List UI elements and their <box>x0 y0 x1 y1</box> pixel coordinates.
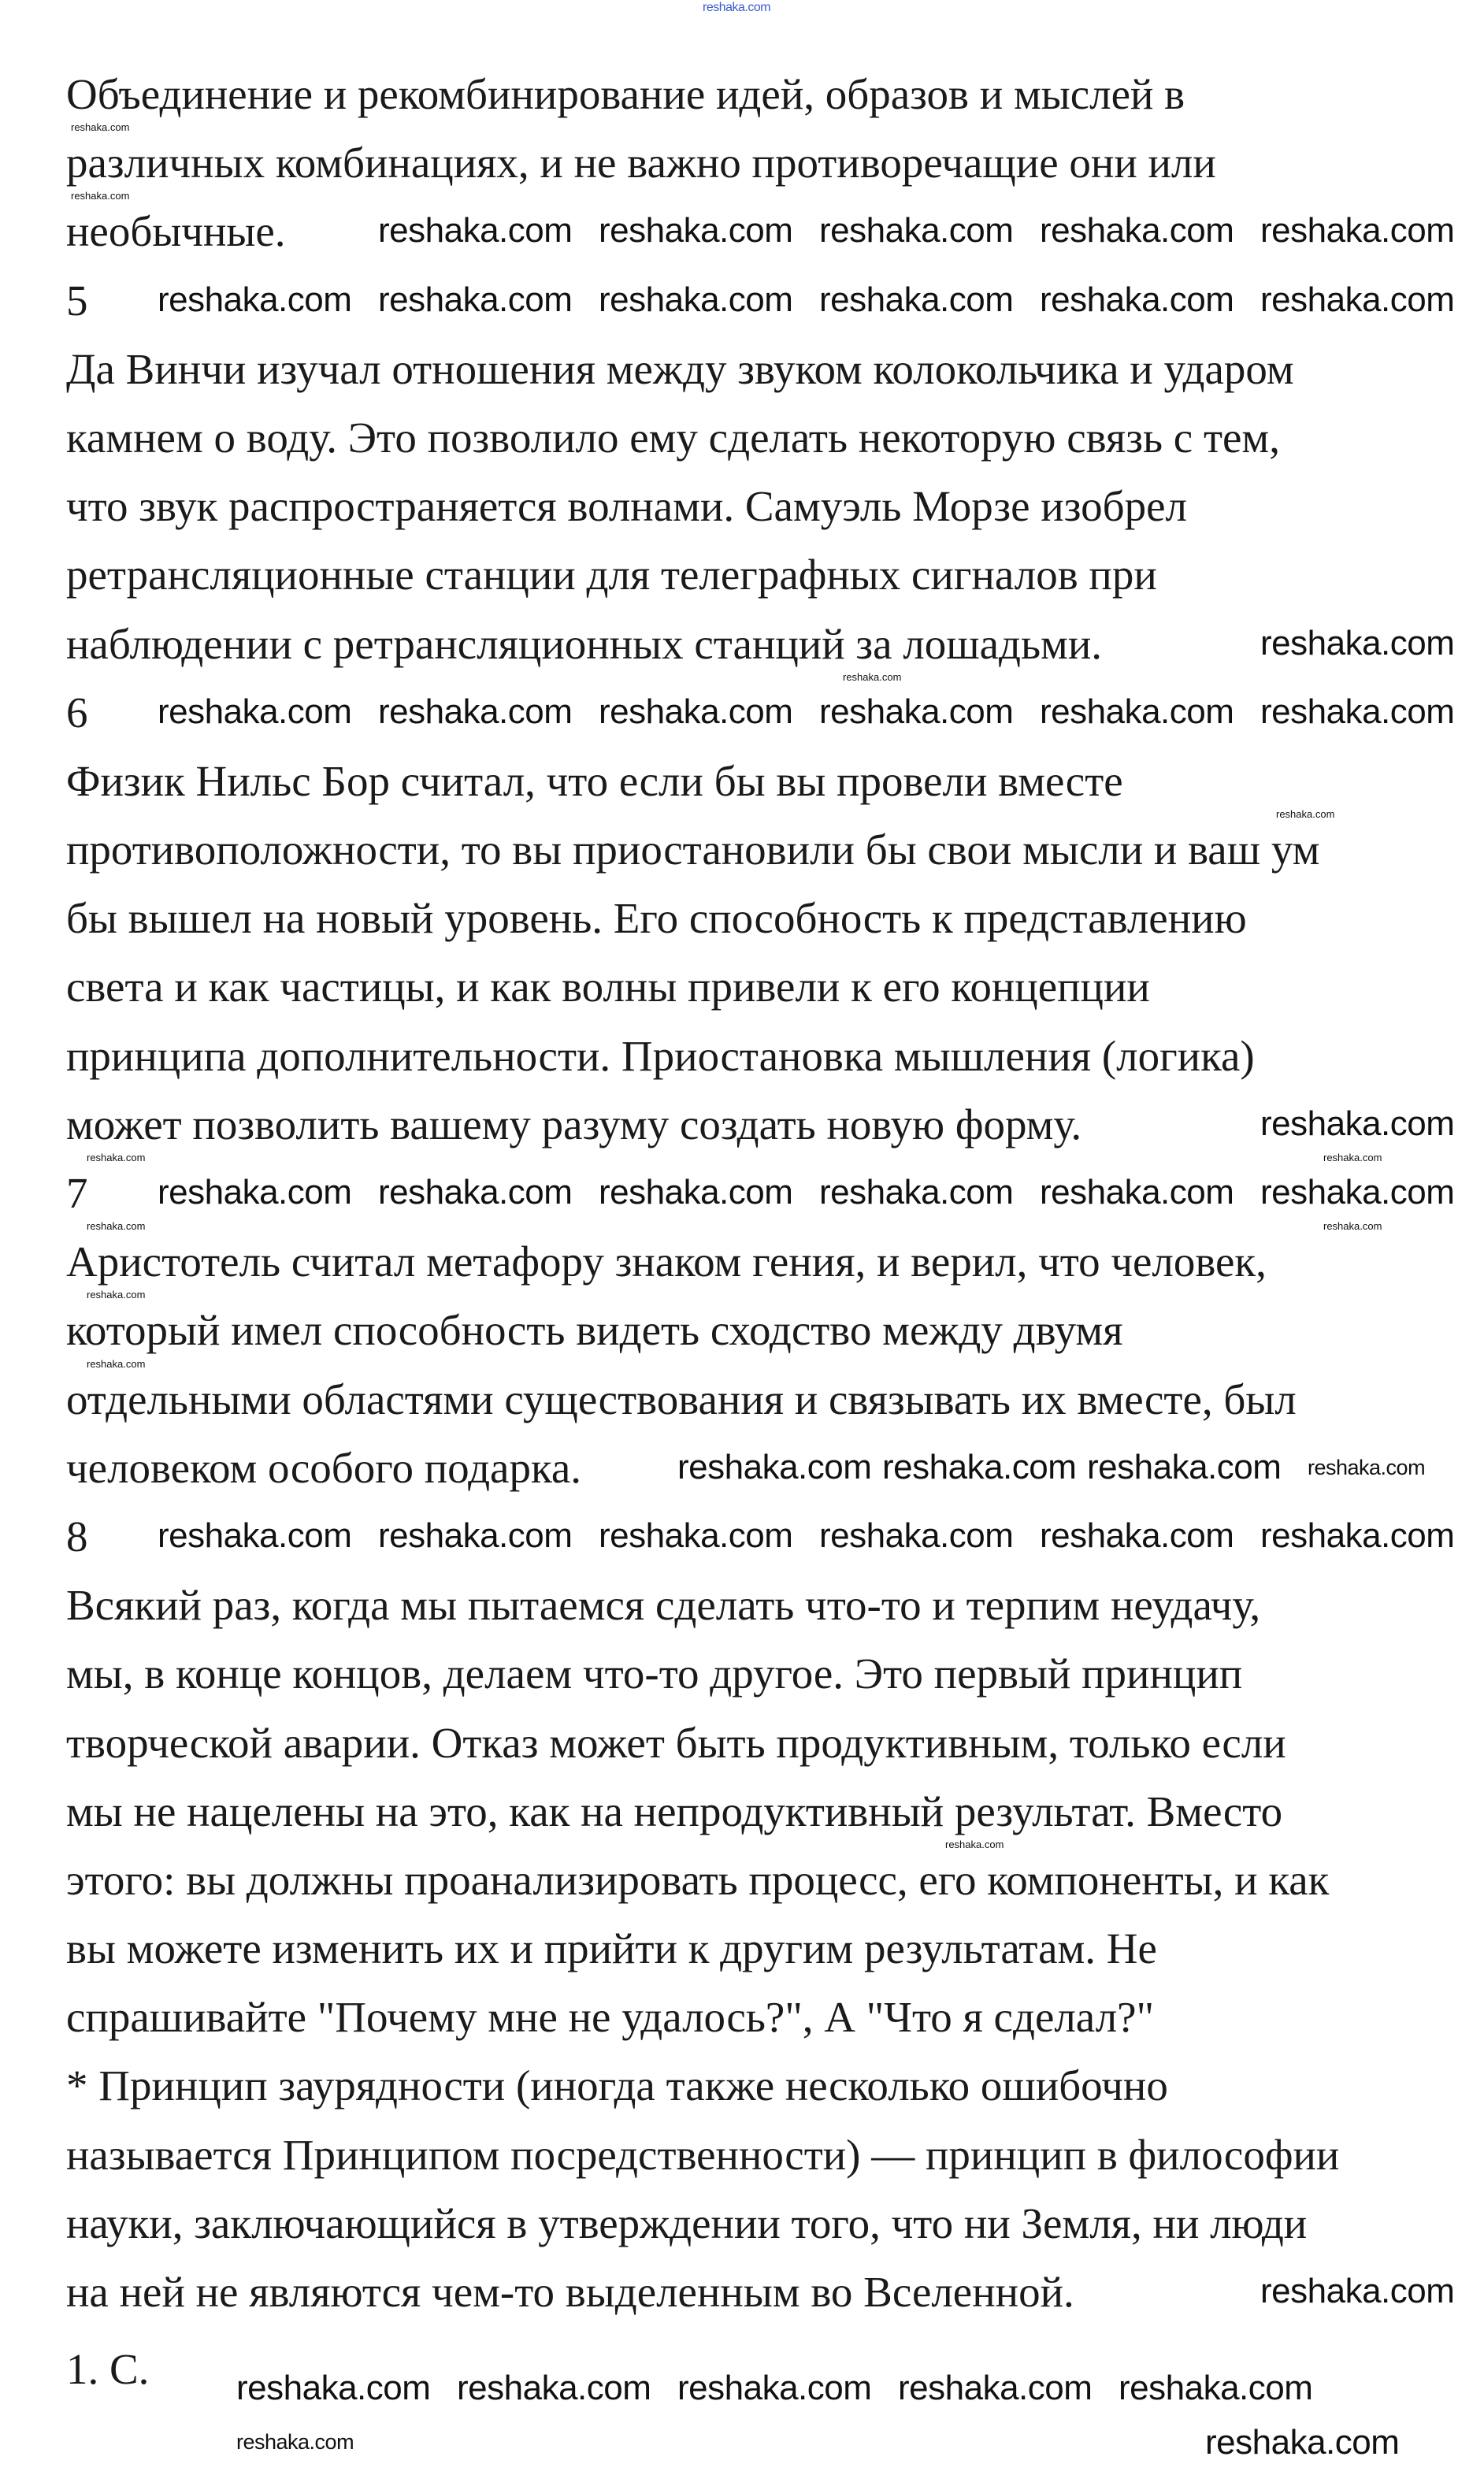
section-number: 5 <box>66 276 88 325</box>
watermark: reshaka.com <box>1260 692 1455 731</box>
section-number: 7 <box>66 1169 88 1217</box>
text-line: этого: вы должны проанализировать процесс, его компоненты, и как <box>66 1855 1330 1904</box>
watermark: reshaka.com <box>1260 280 1455 319</box>
text-line: Физик Нильс Бор считал, что если бы вы провели вместе <box>66 756 1123 805</box>
watermark: reshaka.com <box>71 190 130 202</box>
watermark: reshaka.com <box>599 1173 793 1212</box>
text-line: который имел способность видеть сходство между двумя <box>66 1306 1123 1355</box>
watermark: reshaka.com <box>87 1357 146 1370</box>
watermark: reshaka.com <box>378 692 573 731</box>
text-line: спрашивайте "Почему мне не удалось?", А "Что я сделал?" <box>66 1993 1155 2042</box>
watermark: reshaka.com <box>819 1516 1014 1556</box>
watermark: reshaka.com <box>1260 211 1455 250</box>
watermark: reshaka.com <box>1323 1152 1382 1163</box>
text-line: творческой аварии. Отказ может быть продуктивным, только если <box>66 1718 1286 1767</box>
watermark: reshaka.com <box>599 692 793 731</box>
watermark: reshaka.com <box>599 1516 793 1556</box>
watermark: reshaka.com <box>158 692 352 731</box>
text-line: человеком особого подарка. <box>66 1443 582 1492</box>
text-line: мы, в конце концов, делаем что-то другое. Это первый принцип <box>66 1649 1243 1698</box>
text-line: бы вышел на новый уровень. Его способность к представлению <box>66 894 1247 943</box>
watermark: reshaka.com <box>1040 280 1234 319</box>
watermark: reshaka.com <box>898 2368 1093 2407</box>
watermark: reshaka.com <box>1260 1173 1455 1212</box>
watermark: reshaka.com <box>819 280 1014 319</box>
document-body <box>66 69 1455 2413</box>
watermark: reshaka.com <box>1040 211 1234 250</box>
watermark: reshaka.com <box>378 1516 573 1556</box>
text-line: отдельными областями существования и связывать их вместе, был <box>66 1375 1297 1423</box>
text-line: света и как частицы, и как волны привели к его концепции <box>66 963 1150 1011</box>
text-line: противоположности, то вы приостановили бы свои мысли и ваш ум <box>66 826 1320 874</box>
text-line: мы не нацелены на это, как на непродуктивный результат. Вместо <box>66 1787 1283 1835</box>
text-line: наблюдении с ретрансляционных станций за лошадьми. <box>66 619 1103 668</box>
watermark: reshaka.com <box>158 1516 352 1556</box>
watermark: reshaka.com <box>1040 1173 1234 1212</box>
watermark: reshaka.com <box>236 2368 431 2407</box>
watermark: reshaka.com <box>158 280 352 319</box>
section-number: 8 <box>66 1512 88 1560</box>
text-line: камнем о воду. Это позволило ему сделать некоторую связь с тем, <box>66 413 1280 462</box>
watermark: reshaka.com <box>457 2368 651 2407</box>
watermark: reshaka.com <box>1260 1104 1455 1143</box>
watermark: reshaka.com <box>1205 2422 1400 2462</box>
text-line: * Принцип заурядности (иногда также несколько ошибочно <box>66 2061 1168 2110</box>
text-line: вы можете изменить их и прийти к другим результатам. Не <box>66 1924 1157 1973</box>
watermark: reshaka.com <box>87 1152 146 1163</box>
text-line: Всякий раз, когда мы пытаемся сделать что-то и терпим неудачу, <box>66 1581 1261 1630</box>
watermark: reshaka.com <box>843 670 902 683</box>
watermark: reshaka.com <box>1323 1220 1382 1233</box>
watermark: reshaka.com <box>378 1173 573 1212</box>
watermark: reshaka.com <box>1087 1448 1282 1486</box>
text-line: Объединение и рекомбинирование идей, образов и мыслей в <box>66 70 1185 118</box>
watermark: reshaka.com <box>1260 1516 1455 1556</box>
watermark: reshaka.com <box>71 121 130 133</box>
watermark: reshaka.com <box>87 1220 146 1233</box>
text-line: может позволить вашему разуму создать новую форму. <box>66 1100 1082 1148</box>
watermark: reshaka.com <box>677 2368 872 2407</box>
text-line: называется Принципом посредственности) — принцип в философии <box>66 2130 1340 2179</box>
watermark: reshaka.com <box>882 1448 1077 1486</box>
watermark: reshaka.com <box>599 280 793 319</box>
text-line: что звук распространяется волнами. Самуэль Морзе изобрел <box>66 482 1187 531</box>
text-line: на ней не являются чем-то выделенным во Вселенной. <box>66 2268 1074 2316</box>
watermark: reshaka.com <box>1276 808 1335 820</box>
watermark: reshaka.com <box>1308 1456 1426 1479</box>
watermark: reshaka.com <box>819 1173 1014 1212</box>
watermark: reshaka.com <box>945 1839 1004 1850</box>
watermark: reshaka.com <box>1260 2272 1455 2311</box>
text-line: необычные. <box>66 207 286 256</box>
watermark: reshaka.com <box>819 692 1014 731</box>
watermark: reshaka.com <box>87 1289 146 1301</box>
text-line: Аристотель считал метафору знаком гения, и верил, что человек, <box>66 1238 1267 1286</box>
answer-line: 1. С. <box>66 2345 150 2393</box>
text-line: различных комбинациях, и не важно противоречащие они или <box>66 139 1216 187</box>
section-number: 6 <box>66 688 88 737</box>
watermark: reshaka.com <box>378 211 573 250</box>
text-line: ретрансляционные станции для телеграфных сигналов при <box>66 551 1157 599</box>
watermark: reshaka.com <box>158 1173 352 1212</box>
watermark: reshaka.com <box>1119 2368 1313 2407</box>
watermark: reshaka.com <box>599 211 793 250</box>
watermark: reshaka.com <box>1260 623 1455 662</box>
watermark: reshaka.com <box>236 2429 354 2454</box>
watermark: reshaka.com <box>819 211 1014 250</box>
text-line: науки, заключающийся в утверждении того, что ни Земля, ни люди <box>66 2199 1308 2247</box>
watermark: reshaka.com <box>1040 692 1234 731</box>
text-line: принципа дополнительности. Приостановка мышления (логика) <box>66 1031 1255 1080</box>
watermark-top: reshaka.com <box>703 1 771 14</box>
text-line: Да Винчи изучал отношения между звуком колокольчика и ударом <box>66 344 1294 393</box>
watermark: reshaka.com <box>378 280 573 319</box>
watermark: reshaka.com <box>677 1448 872 1486</box>
watermark: reshaka.com <box>1040 1516 1234 1556</box>
